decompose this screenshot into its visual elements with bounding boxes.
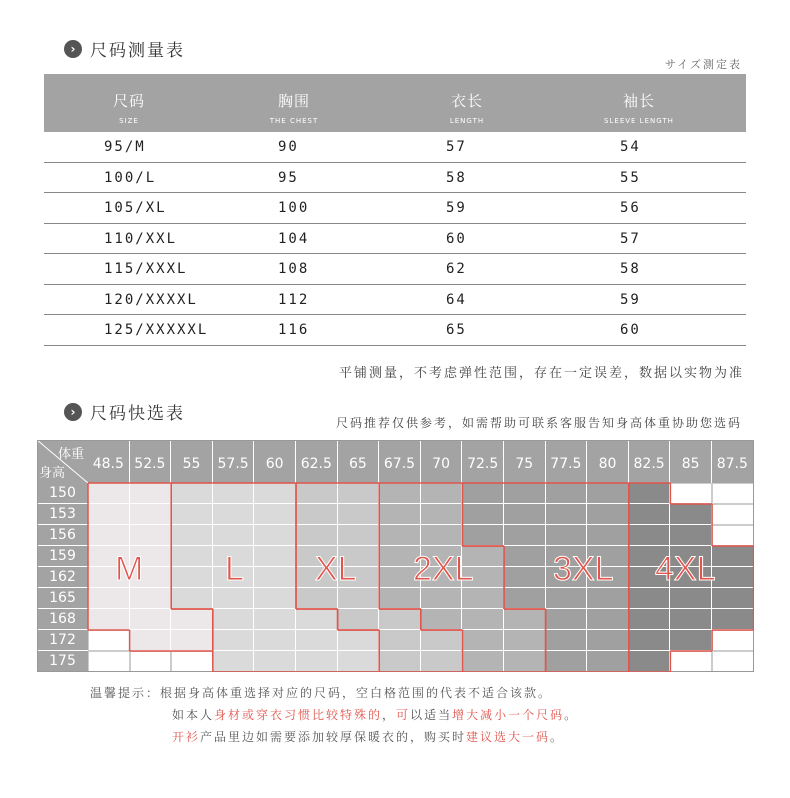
weight-header: 67.5 [379,440,421,483]
weight-header: 60 [254,440,296,483]
height-label: 153 [37,504,88,525]
height-label: 159 [37,546,88,567]
table-cell: 57 [620,230,641,247]
table-cell: 108 [278,261,310,277]
table-cell: 115/XXXL [104,261,188,277]
tip-line-3: 开衫产品里边如需要添加较厚保暖衣的，购买时建议选大一码。 [172,730,565,744]
weight-header: 77.5 [546,440,588,483]
table-cell: 116 [278,322,310,338]
table-cell: 104 [278,230,310,247]
table-cell: 112 [278,291,310,308]
weight-header: 85 [670,440,712,483]
quickpick-note: 尺码推荐仅供参考，如需帮助可联系客服告知身高体重协助您选码 [335,416,742,430]
table-cell: 57 [446,139,467,155]
weight-header: 80 [587,440,629,483]
table-cell: 60 [446,230,467,247]
tip-line-2: 如本人身材或穿衣习惯比较特殊的，可以适当增大减小一个尺码。 [172,708,579,722]
header-chest: 胸围 THE CHEST [269,92,319,125]
table-row [44,315,746,346]
table-row [44,193,746,224]
table-cell: 125/XXXXXL [104,322,209,338]
table-cell: 110/XXL [104,230,178,247]
table-cell: 54 [620,139,641,155]
height-label: 162 [37,567,88,588]
zone-label: L [225,550,244,588]
table-cell: 100 [278,200,310,216]
height-label: 168 [37,609,88,630]
measure-table [44,74,746,346]
table-cell: 95 [278,169,299,186]
table-row [44,224,746,255]
height-label: 172 [37,630,88,651]
table-cell: 60 [620,322,641,338]
zone-outlines [37,440,754,672]
table-cell: 59 [446,200,467,216]
corner-weight-label: 体重 [57,447,84,462]
weight-header: 62.5 [296,440,338,483]
weight-header: 70 [421,440,463,483]
weight-header: 82.5 [629,440,671,483]
weight-header: 75 [504,440,546,483]
weight-header: 65 [338,440,380,483]
zone-label: M [115,550,144,588]
section-title: 尺码快选表 [90,404,185,424]
table-row [44,132,746,163]
weight-header: 72.5 [462,440,504,483]
header-sleeve: 袖长 SLEEVE LENGTH [604,92,674,125]
section-subtitle: サイズ測定表 [664,58,742,71]
table-cell: 100/L [104,169,157,186]
header-length: 衣长 LENGTH [449,92,485,125]
table-cell: 90 [278,139,299,155]
table-row [44,254,746,285]
table-cell: 95/M [104,139,146,155]
weight-header: 48.5 [88,440,130,483]
table-cell: 58 [620,261,641,277]
section-header-quickpick [64,399,185,424]
table-row [44,285,746,316]
height-label: 156 [37,525,88,546]
weight-header: 52.5 [130,440,172,483]
table-cell: 62 [446,261,467,277]
chevron-right-icon: › [64,403,82,421]
table-cell: 120/XXXXL [104,291,198,308]
tip-line-1: 温馨提示：根据身高体重选择对应的尺码，空白格范围的代表不适合该款。 [90,686,553,700]
zone-label: 3XL [553,550,614,588]
table-cell: 59 [620,291,641,308]
zone-label: XL [315,550,357,588]
measure-table-body [44,132,746,346]
height-label: 175 [37,651,88,672]
chevron-right-icon: › [64,40,82,58]
weight-header: 55 [171,440,213,483]
measure-note: 平铺测量，不考虑弹性范围，存在一定误差，数据以实物为准 [338,366,744,381]
weight-header: 87.5 [712,440,754,483]
section-title: 尺码测量表 [90,41,185,61]
zone-label: 2XL [413,550,474,588]
table-cell: 58 [446,169,467,186]
table-cell: 65 [446,322,467,338]
table-cell: 105/XL [104,200,167,216]
table-row [44,163,746,194]
section-header-measure [64,36,185,61]
table-cell: 56 [620,200,641,216]
height-label: 150 [37,483,88,504]
weight-header: 57.5 [213,440,255,483]
header-size: 尺码 SIZE [112,92,145,125]
table-cell: 55 [620,169,641,186]
height-label: 165 [37,588,88,609]
zone-label: 4XL [655,550,716,588]
table-cell: 64 [446,291,467,308]
corner-height-label: 身高 [39,466,66,481]
measure-table-header [44,74,746,132]
